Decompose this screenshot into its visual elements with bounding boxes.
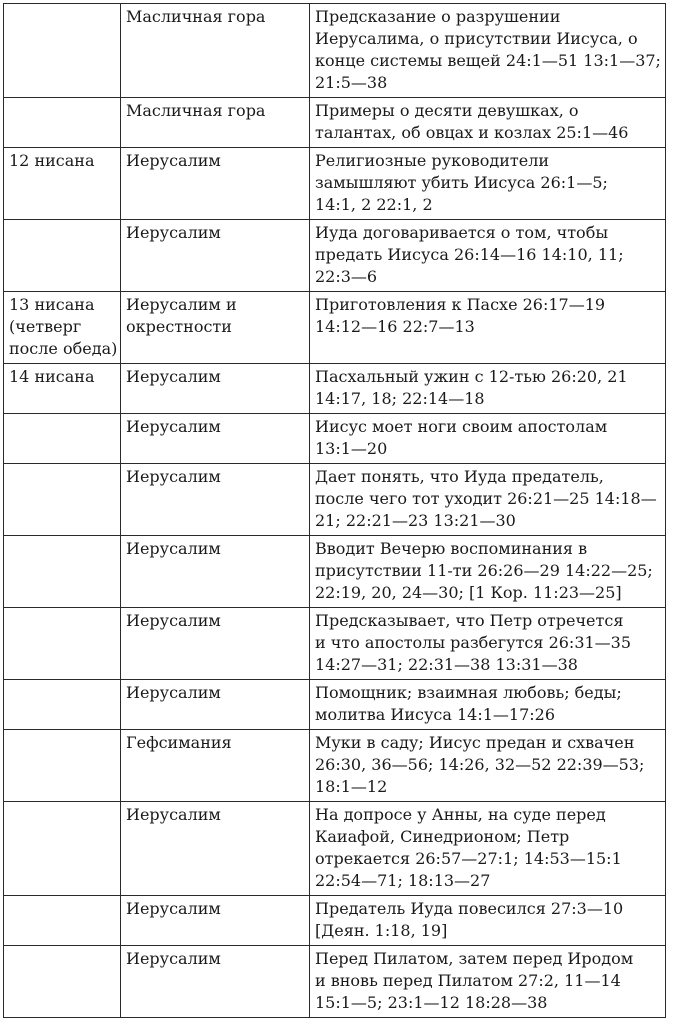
place-text-line: Иерусалим <box>126 949 221 968</box>
event-cell <box>310 148 666 220</box>
place-cell <box>121 148 310 220</box>
event-text-line: Предатель Иуда повесился 27:3—10 <box>315 899 624 918</box>
table-row <box>4 946 666 1018</box>
event-text-line: 14:27—31; 22:31—38 13:31—38 <box>315 655 578 674</box>
event-text-line: Вводит Вечерю воспоминания в <box>315 539 588 558</box>
event-cell <box>310 464 666 536</box>
event-cell <box>310 414 666 464</box>
event-cell <box>310 4 666 98</box>
place-text-line: Иерусалим <box>126 151 221 170</box>
event-text-line: 14:17, 18; 22:14—18 <box>315 389 485 408</box>
event-text-line: молитва Иисуса 14:1—17:26 <box>315 705 556 724</box>
date-cell <box>4 4 121 98</box>
table-row <box>4 680 666 730</box>
event-cell <box>310 98 666 148</box>
event-text-line: предать Иисуса 26:14—16 14:10, 11; <box>315 245 624 264</box>
date-cell <box>4 292 121 364</box>
event-text-line: замышляют убить Иисуса 26:1—5; <box>315 173 608 192</box>
place-cell <box>121 896 310 946</box>
date-text-line: после обеда) <box>9 339 118 358</box>
place-cell <box>121 414 310 464</box>
event-cell <box>310 680 666 730</box>
event-text-line: 22:19, 20, 24—30; [1 Кор. 11:23—25] <box>315 583 622 602</box>
table-row <box>4 98 666 148</box>
table-row <box>4 608 666 680</box>
date-text-line: 13 нисана <box>9 295 95 314</box>
place-cell <box>121 730 310 802</box>
event-text-line: Дает понять, что Иуда предатель, <box>315 467 604 486</box>
table-row <box>4 364 666 414</box>
place-text-line: окрестности <box>126 317 232 336</box>
date-cell <box>4 680 121 730</box>
table-row <box>4 536 666 608</box>
event-cell <box>310 292 666 364</box>
event-text-line: Перед Пилатом, затем перед Иродом <box>315 949 634 968</box>
date-cell <box>4 98 121 148</box>
event-text-line: после чего тот уходит 26:21—25 14:18— <box>315 489 657 508</box>
table-row <box>4 148 666 220</box>
place-cell <box>121 464 310 536</box>
event-text-line: 18:1—12 <box>315 777 388 796</box>
place-text-line: Иерусалим <box>126 683 221 702</box>
table-row <box>4 414 666 464</box>
event-cell <box>310 730 666 802</box>
place-cell <box>121 946 310 1018</box>
chronology-table <box>3 3 666 1018</box>
place-text-line: Иерусалим и <box>126 295 237 314</box>
event-text-line: Пасхальный ужин с 12-тью 26:20, 21 <box>315 367 628 386</box>
event-text-line: Иисус моет ноги своим апостолам <box>315 417 608 436</box>
date-cell <box>4 608 121 680</box>
date-cell <box>4 536 121 608</box>
place-cell <box>121 680 310 730</box>
event-text-line: Иерусалима, о присутствии Иисуса, о <box>315 29 638 48</box>
place-text-line: Иерусалим <box>126 223 221 242</box>
event-text-line: и вновь перед Пилатом 27:2, 11—14 <box>315 971 621 990</box>
date-cell <box>4 220 121 292</box>
event-text-line: отрекается 26:57—27:1; 14:53—15:1 <box>315 849 622 868</box>
event-text-line: 13:1—20 <box>315 439 388 458</box>
event-cell <box>310 364 666 414</box>
place-cell <box>121 364 310 414</box>
event-text-line: На допросе у Анны, на суде перед <box>315 805 606 824</box>
place-text-line: Масличная гора <box>126 7 266 26</box>
table-row <box>4 802 666 896</box>
place-text-line: Иерусалим <box>126 611 221 630</box>
event-text-line: Религиозные руководители <box>315 151 550 170</box>
event-text-line: и что апостолы разбегутся 26:31—35 <box>315 633 632 652</box>
event-text-line: Помощник; взаимная любовь; беды; <box>315 683 622 702</box>
place-text-line: Иерусалим <box>126 805 221 824</box>
event-text-line: Предсказание о разрушении <box>315 7 561 26</box>
place-cell <box>121 608 310 680</box>
event-text-line: Приготовления к Пасхе 26:17—19 <box>315 295 606 314</box>
place-text-line: Иерусалим <box>126 899 221 918</box>
place-text-line: Иерусалим <box>126 367 221 386</box>
place-cell <box>121 220 310 292</box>
table-row <box>4 464 666 536</box>
place-text-line: Масличная гора <box>126 101 266 120</box>
place-cell <box>121 536 310 608</box>
table-row <box>4 896 666 946</box>
date-cell <box>4 464 121 536</box>
event-text-line: Примеры о десяти девушках, о <box>315 101 579 120</box>
event-text-line: Муки в саду; Иисус предан и схвачен <box>315 733 635 752</box>
event-text-line: Предсказывает, что Петр отречется <box>315 611 624 630</box>
place-cell <box>121 98 310 148</box>
date-cell <box>4 364 121 414</box>
place-text-line: Иерусалим <box>126 539 221 558</box>
event-text-line: присутствии 11-ти 26:26—29 14:22—25; <box>315 561 653 580</box>
event-text-line: Иуда договаривается о том, чтобы <box>315 223 609 242</box>
event-text-line: 21:5—38 <box>315 73 388 92</box>
event-cell <box>310 220 666 292</box>
date-cell <box>4 148 121 220</box>
event-text-line: Каиафой, Синедрионом; Петр <box>315 827 570 846</box>
event-cell <box>310 536 666 608</box>
table-row <box>4 220 666 292</box>
date-cell <box>4 730 121 802</box>
table-row <box>4 730 666 802</box>
table-row <box>4 4 666 98</box>
date-text-line: (четверг <box>9 317 82 336</box>
event-text-line: талантах, об овцах и козлах 25:1—46 <box>315 123 629 142</box>
date-cell <box>4 802 121 896</box>
date-text-line: 12 нисана <box>9 151 95 170</box>
date-cell <box>4 414 121 464</box>
place-cell <box>121 292 310 364</box>
place-text-line: Иерусалим <box>126 467 221 486</box>
event-text-line: [Деян. 1:18, 19] <box>315 921 448 940</box>
event-text-line: 22:54—71; 18:13—27 <box>315 871 491 890</box>
place-text-line: Иерусалим <box>126 417 221 436</box>
date-cell <box>4 946 121 1018</box>
event-cell <box>310 802 666 896</box>
table-body <box>4 4 666 1018</box>
event-text-line: конце системы вещей 24:1—51 13:1—37; <box>315 51 661 70</box>
place-cell <box>121 802 310 896</box>
place-text-line: Гефсимания <box>126 733 232 752</box>
event-text-line: 15:1—5; 23:1—12 18:28—38 <box>315 993 548 1012</box>
event-cell <box>310 896 666 946</box>
event-text-line: 26:30, 36—56; 14:26, 32—52 22:39—53; <box>315 755 645 774</box>
event-text-line: 21; 22:21—23 13:21—30 <box>315 511 516 530</box>
event-text-line: 14:12—16 22:7—13 <box>315 317 475 336</box>
date-text-line: 14 нисана <box>9 367 95 386</box>
event-cell <box>310 608 666 680</box>
event-text-line: 14:1, 2 22:1, 2 <box>315 195 433 214</box>
table-row <box>4 292 666 364</box>
date-cell <box>4 896 121 946</box>
event-text-line: 22:3—6 <box>315 267 378 286</box>
event-cell <box>310 946 666 1018</box>
place-cell <box>121 4 310 98</box>
